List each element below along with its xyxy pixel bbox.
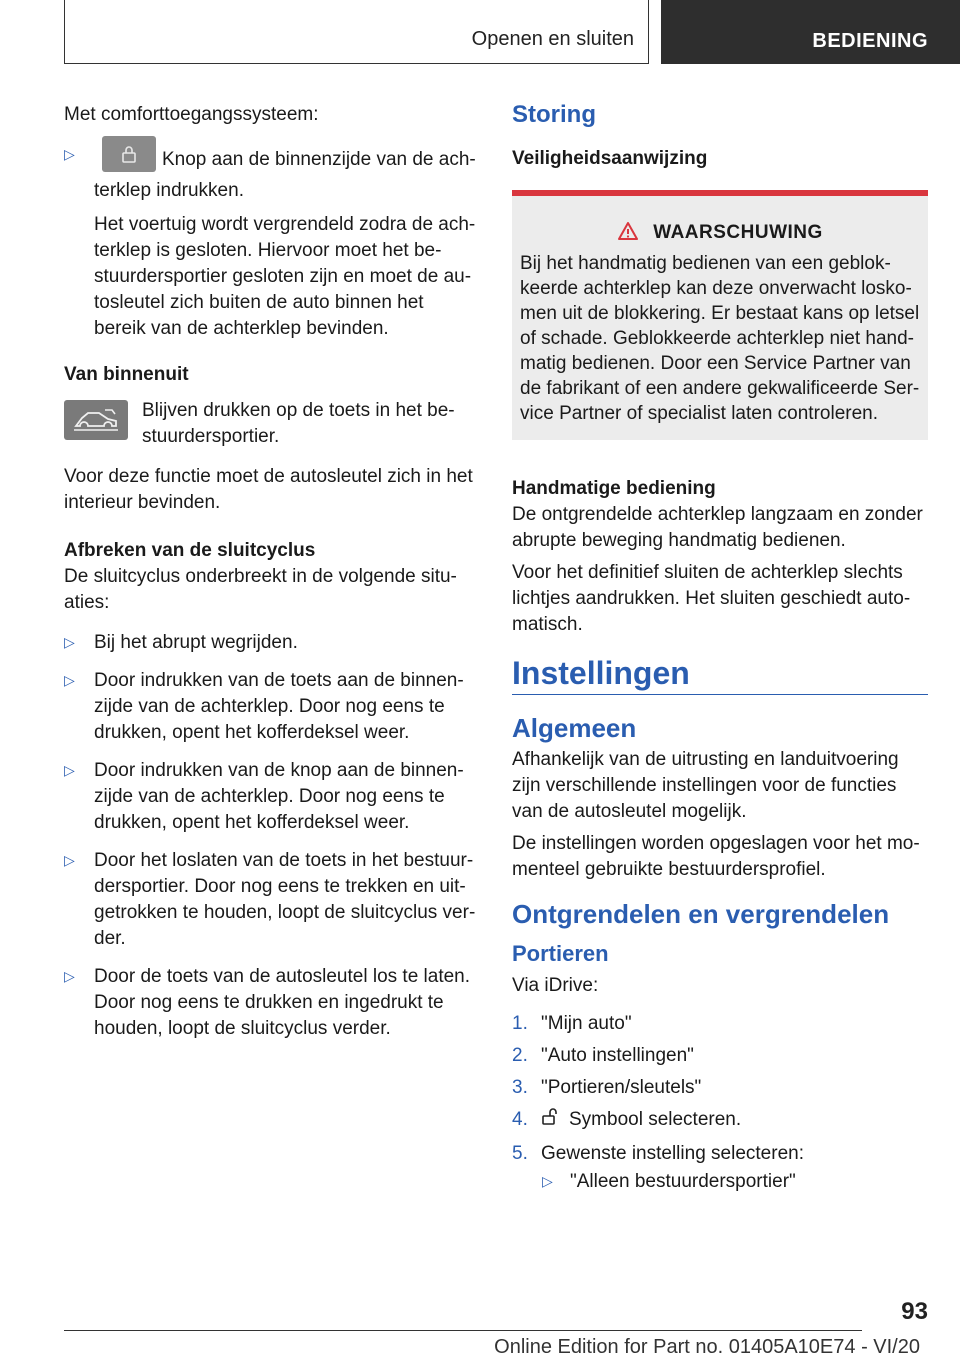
chapter-title: BEDIENING (812, 30, 928, 52)
handmatig-text-2: Voor het definitief sluiten de achterklep slechts lichtjes aandrukken. Het sluiten geschiedt auto‐matisch. (512, 562, 911, 635)
afbreken-text: De sluitcyclus onderbreekt in de volgende situ‐aties: (64, 566, 457, 613)
bullet-marker: ▷ (64, 146, 75, 162)
bullet-text: Door indrukken van de knop aan de binnen‐zijde van de achterklep. Door nog eens te drukken, opent het kofferdeksel weer. (94, 760, 464, 833)
heading-algemeen: Algemeen (512, 713, 637, 743)
padlock-symbol-icon (541, 1107, 561, 1135)
section-title: Openen en sluiten (471, 28, 634, 50)
step-number: 4. (512, 1109, 528, 1130)
step-text: "Mijn auto" (541, 1013, 632, 1034)
step-text: "Auto instellingen" (541, 1045, 694, 1066)
binnen-text: Blijven drukken op de toets in het be‐stuurdersportier. (142, 400, 455, 447)
left-column (64, 102, 479, 1054)
warning-box (512, 190, 928, 440)
algemeen-text-2: De instellingen worden opgeslagen voor het mo‐menteel gebruikte bestuurdersprofiel. (512, 833, 920, 880)
subheading-van-binnenuit: Van binnenuit (64, 364, 189, 385)
item-text: Knop aan de binnenzijde van de ach‐terklep indrukken. (94, 149, 476, 201)
step-text: Gewenste instelling selecteren: (541, 1143, 804, 1164)
list-item (64, 142, 479, 342)
bullet-text: Bij het abrupt wegrijden. (94, 632, 298, 653)
sub-item-text: "Alleen bestuurdersportier" (570, 1171, 796, 1192)
step-text: Symbool selecteren. (569, 1109, 742, 1130)
header-chapter-box (661, 0, 960, 64)
algemeen-text-1: Afhankelijk van de uitrusting en landuitvoering zijn verschillende instellingen voor de functies van de autosleutel mogelijk. (512, 749, 899, 822)
bullet-marker: ▷ (64, 852, 75, 868)
footer-edition: Online Edition for Part no. 01405A10E74 - VI/20 (494, 1336, 920, 1358)
list-item (64, 964, 479, 1042)
page-number: 93 (901, 1298, 928, 1325)
subheading-afbreken: Afbreken van de sluitcyclus (64, 540, 316, 561)
via-idrive: Via iDrive: (512, 975, 599, 996)
bullet-marker: ▷ (64, 672, 75, 688)
step-item (512, 1011, 928, 1037)
step-number: 5. (512, 1143, 528, 1164)
warning-triangle-icon (617, 222, 653, 243)
step-item (512, 1141, 928, 1195)
step-item (512, 1107, 928, 1135)
function-note: Voor deze functie moet de autosleutel zich in het interieur bevinden. (64, 466, 473, 513)
handmatig-text-1: De ontgrendelde achterklep langzaam en zonder abrupte beweging handmatig bedienen. (512, 504, 923, 551)
step-text: "Portieren/sleutels" (541, 1077, 702, 1098)
bullet-text: Door het loslaten van de toets in het bestuur‐dersportier. Door nog eens te trekken en uit‐getrokken te houden, loopt de sluitcyclus ver‐der. (94, 850, 476, 949)
heading-instellingen: Instellingen (512, 660, 928, 695)
binnen-block (64, 398, 479, 450)
heading-portieren: Portieren (512, 941, 609, 966)
warning-text: Bij het handmatig bedienen van een geblok‐keerde achterklep kan deze onverwacht losko‐men uit de blokkering. Er bestaat kans op letsel of schade. Geblokkeerde achterklep niet hand‐matig bedienen. Door een Service Partner van de fabrikant of een andere gekwalificeerde Ser‐vice Partner of specialist laten controleren. (520, 253, 920, 424)
step-item (512, 1075, 928, 1101)
heading-handmatig: Handmatige bediening (512, 478, 716, 499)
step-number: 1. (512, 1013, 528, 1034)
bullet-marker: ▷ (64, 968, 75, 984)
heading-veiligheid: Veiligheidsaanwijzing (512, 148, 708, 169)
list-item (64, 758, 479, 836)
right-column (512, 102, 928, 1201)
lock-button-icon (102, 136, 156, 172)
header-section-box (64, 0, 649, 64)
heading-ontgrendelen: Ontgrendelen en vergrendelen (512, 899, 890, 929)
bullet-text: Door indrukken van de toets aan de binnen‐zijde van de achterklep. Door nog eens te drukken, opent het kofferdeksel weer. (94, 670, 464, 743)
bullet-text: Door de toets van de autosleutel los te laten. Door nog eens te drukken en ingedrukt te houden, loopt de sluitcyclus verder. (94, 966, 471, 1039)
list-item (64, 668, 479, 746)
list-item (64, 630, 479, 656)
warning-title: WAARSCHUWING (653, 222, 823, 243)
step-number: 2. (512, 1045, 528, 1066)
bullet-marker: ▷ (542, 1173, 553, 1189)
step-item (512, 1043, 928, 1069)
bullet-marker: ▷ (64, 762, 75, 778)
footer-divider (64, 1330, 862, 1331)
item-paragraph: Het voertuig wordt vergrendeld zodra de ach‐terklep is gesloten. Hiervoor moet het be‐stuurdersportier gesloten zijn en moet de au‐tosleutel zich buiten de auto binnen het bereik van de achterklep bevinden. (94, 214, 476, 339)
list-item (64, 848, 479, 952)
step-number: 3. (512, 1077, 528, 1098)
car-tailgate-button-icon (64, 400, 128, 440)
bullet-marker: ▷ (64, 634, 75, 650)
heading-storing: Storing (512, 101, 596, 128)
sub-list-item (512, 1169, 928, 1195)
intro-text: Met comforttoegangssysteem: (64, 104, 319, 125)
